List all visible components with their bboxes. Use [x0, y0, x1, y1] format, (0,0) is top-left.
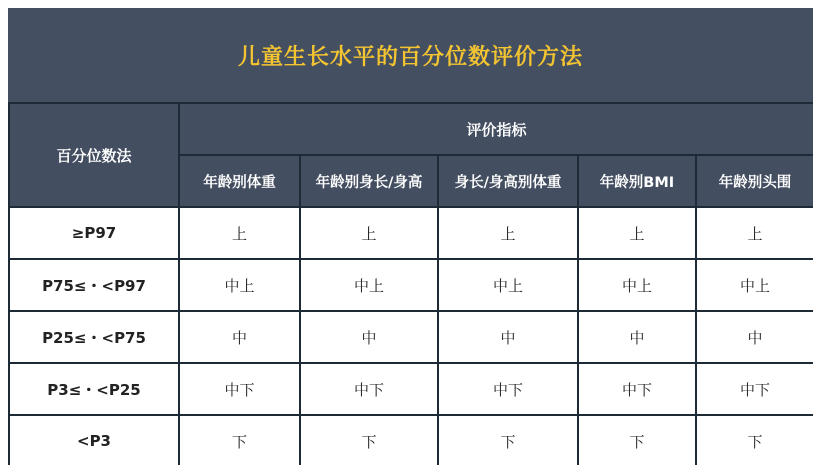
- table-cell: 上: [696, 207, 813, 259]
- table-row: [9, 207, 813, 259]
- table-cell: 下: [696, 415, 813, 465]
- row-label: <P3: [9, 415, 179, 465]
- header-row-top: [9, 103, 813, 155]
- table-cell: 中上: [696, 259, 813, 311]
- column-header-bmi-for-age: 年龄别BMI: [578, 155, 696, 207]
- table-title: 儿童生长水平的百分位数评价方法: [237, 44, 583, 70]
- table-cell: 上: [578, 207, 696, 259]
- indicator-group-header: 评价指标: [179, 103, 813, 155]
- column-header-length-height-for-age: 年龄别身长/身高: [300, 155, 438, 207]
- table-cell: 上: [179, 207, 300, 259]
- table-cell: 中下: [300, 363, 438, 415]
- table-cell: 中: [438, 311, 578, 363]
- percentile-table: [8, 102, 813, 465]
- table-cell: 下: [578, 415, 696, 465]
- table-row: [9, 311, 813, 363]
- table-cell: 中: [696, 311, 813, 363]
- table-cell: 中上: [438, 259, 578, 311]
- percentile-table-frame: [8, 8, 813, 465]
- table-cell: 下: [438, 415, 578, 465]
- table-cell: 上: [300, 207, 438, 259]
- table-cell: 中上: [300, 259, 438, 311]
- column-header-head-circumference-for-age: 年龄别头围: [696, 155, 813, 207]
- table-cell: 中: [300, 311, 438, 363]
- table-cell: 下: [179, 415, 300, 465]
- table-cell: 中下: [438, 363, 578, 415]
- table-cell: 中上: [179, 259, 300, 311]
- table-cell: 中上: [578, 259, 696, 311]
- column-header-weight-for-age: 年龄别体重: [179, 155, 300, 207]
- row-label: P3≤・<P25: [9, 363, 179, 415]
- column-header-weight-for-length-height: 身长/身高别体重: [438, 155, 578, 207]
- table-row: [9, 363, 813, 415]
- row-label: P75≤・<P97: [9, 259, 179, 311]
- row-label: ≥P97: [9, 207, 179, 259]
- table-cell: 下: [300, 415, 438, 465]
- method-header: 百分位数法: [9, 103, 179, 207]
- title-bar: [8, 8, 813, 102]
- table-row: [9, 259, 813, 311]
- table-cell: 中: [179, 311, 300, 363]
- table-cell: 中下: [179, 363, 300, 415]
- table-cell: 中: [578, 311, 696, 363]
- table-row: [9, 415, 813, 465]
- table-cell: 中下: [578, 363, 696, 415]
- table-cell: 上: [438, 207, 578, 259]
- row-label: P25≤・<P75: [9, 311, 179, 363]
- table-cell: 中下: [696, 363, 813, 415]
